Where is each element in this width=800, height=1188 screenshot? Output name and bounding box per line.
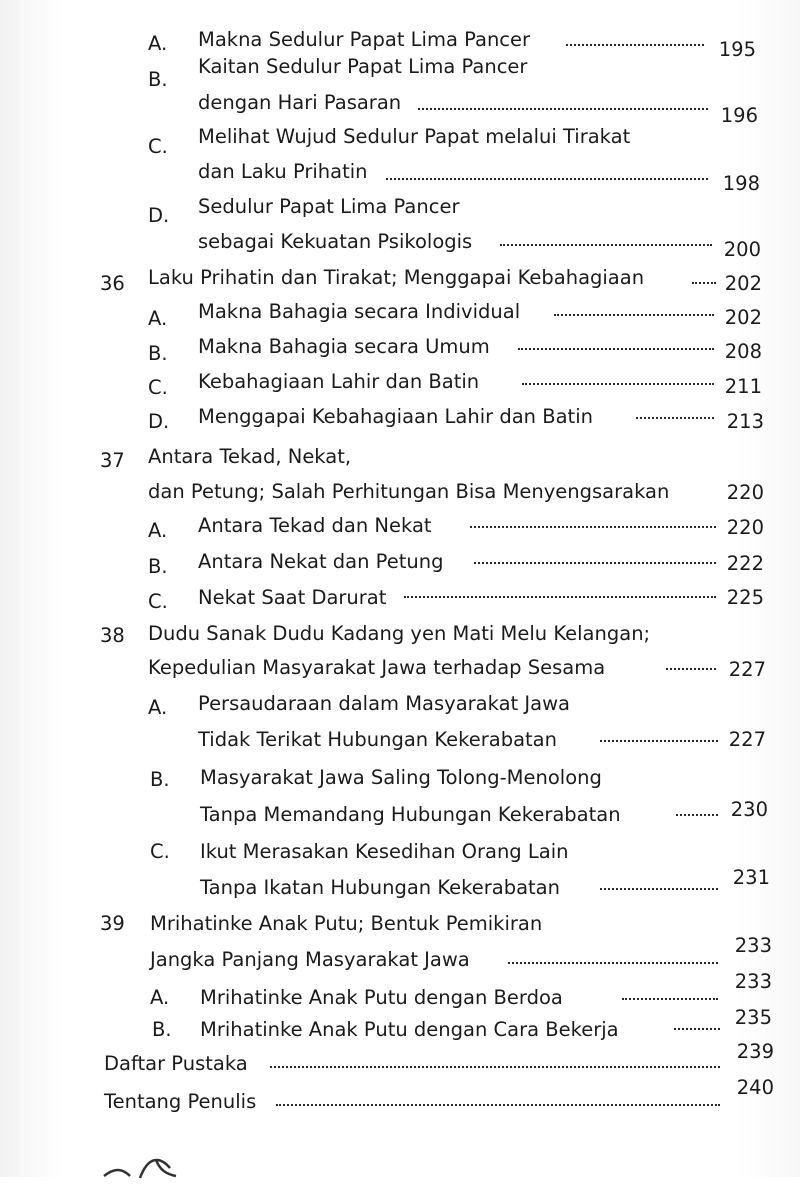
entry-title: Makna Bahagia secara Umum — [198, 335, 490, 358]
page-number: 211 — [724, 375, 762, 398]
page-number: 235 — [734, 1006, 772, 1029]
entry-title-continued: Tanpa Ikatan Hubungan Kekerabatan — [200, 876, 560, 899]
entry-title: Kaitan Sedulur Papat Lima Pancer — [198, 55, 528, 78]
chapter-number: 38 — [100, 624, 125, 647]
dot-leader — [418, 104, 708, 110]
chapter-title: Mrihatinke Anak Putu; Bentuk Pemikiran — [150, 912, 543, 935]
chapter-number: 39 — [100, 912, 125, 935]
page-number: 239 — [736, 1040, 774, 1063]
dot-leader — [518, 344, 714, 350]
entry-title: Ikut Merasakan Kesedihan Orang Lain — [200, 840, 569, 863]
page-number: 195 — [718, 38, 756, 61]
dot-leader — [386, 174, 708, 180]
dot-leader — [566, 40, 704, 46]
page-number: 225 — [726, 586, 764, 609]
section-title: Daftar Pustaka — [104, 1052, 248, 1075]
entry-label: A. — [148, 696, 168, 719]
page-number: 230 — [730, 798, 768, 821]
page-number: 233 — [734, 934, 772, 957]
page-number: 196 — [720, 104, 758, 127]
entry-title: Menggapai Kebahagiaan Lahir dan Batin — [198, 405, 593, 428]
ornament-icon — [100, 1150, 190, 1180]
dot-leader — [666, 664, 716, 670]
dot-leader — [554, 310, 714, 316]
entry-title: Makna Sedulur Papat Lima Pancer — [198, 28, 531, 51]
page-number: 198 — [722, 172, 760, 195]
entry-label: B. — [148, 68, 168, 91]
entry-label: C. — [148, 135, 168, 158]
entry-label: D. — [148, 204, 170, 227]
chapter-title-continued: Jangka Panjang Masyarakat Jawa — [150, 948, 470, 971]
entry-title-continued: Tidak Terikat Hubungan Kekerabatan — [198, 728, 557, 751]
page-number: 222 — [726, 552, 764, 575]
entry-title: Kebahagiaan Lahir dan Batin — [198, 370, 480, 393]
page-number: 200 — [723, 238, 761, 261]
dot-leader — [474, 558, 716, 564]
page-number: 213 — [726, 410, 764, 433]
section-title: Tentang Penulis — [104, 1090, 257, 1113]
entry-title: Melihat Wujud Sedulur Papat melalui Tirakat — [198, 125, 631, 148]
dot-leader — [276, 1100, 720, 1106]
entry-title: Sedulur Papat Lima Pancer — [198, 195, 460, 218]
page-number: 227 — [728, 728, 766, 751]
entry-label: C. — [150, 840, 170, 863]
chapter-title: Laku Prihatin dan Tirakat; Menggapai Kebahagiaan — [148, 266, 645, 289]
dot-leader — [674, 1024, 720, 1030]
entry-label: A. — [148, 307, 168, 330]
dot-leader — [636, 413, 714, 419]
dot-leader — [622, 994, 718, 1000]
page-number: 208 — [724, 340, 762, 363]
page-number: 202 — [724, 306, 762, 329]
dot-leader — [600, 884, 718, 890]
entry-title: Makna Bahagia secara Individual — [198, 300, 521, 323]
page-number: 231 — [732, 866, 770, 889]
page-number: 233 — [734, 970, 772, 993]
entry-title: Mrihatinke Anak Putu dengan Cara Bekerja — [200, 1018, 619, 1041]
entry-label: B. — [148, 342, 168, 365]
entry-label: A. — [148, 32, 168, 55]
entry-title: Antara Tekad dan Nekat — [198, 514, 432, 537]
chapter-title: Dudu Sanak Dudu Kadang yen Mati Melu Kelangan; — [148, 622, 651, 645]
entry-title: Masyarakat Jawa Saling Tolong-Menolong — [200, 766, 602, 789]
entry-title-continued: sebagai Kekuatan Psikologis — [198, 230, 473, 253]
entry-label: B. — [148, 555, 168, 578]
chapter-title-continued: dan Petung; Salah Perhitungan Bisa Menyengsarakan — [148, 480, 670, 503]
entry-title: Mrihatinke Anak Putu dengan Berdoa — [200, 986, 563, 1009]
entry-label: D. — [148, 410, 170, 433]
dot-leader — [508, 958, 718, 964]
chapter-number: 37 — [100, 449, 125, 472]
page-number: 240 — [736, 1076, 774, 1099]
dot-leader — [270, 1062, 720, 1068]
dot-leader — [522, 379, 714, 385]
entry-title: Antara Nekat dan Petung — [198, 550, 444, 573]
page-number: 220 — [726, 516, 764, 539]
page-number: 220 — [726, 481, 764, 504]
chapter-title-continued: Kepedulian Masyarakat Jawa terhadap Sesama — [148, 656, 606, 679]
entry-label: B. — [150, 768, 170, 791]
entry-label: A. — [148, 519, 168, 542]
dot-leader — [500, 240, 712, 246]
page-number: 202 — [724, 272, 762, 295]
page-number: 227 — [728, 658, 766, 681]
dot-leader — [404, 592, 716, 598]
entry-title-continued: Tanpa Memandang Hubungan Kekerabatan — [200, 803, 621, 826]
dot-leader — [470, 522, 716, 528]
entry-label: C. — [148, 590, 168, 613]
entry-label: B. — [152, 1018, 172, 1041]
entry-title: Nekat Saat Darurat — [198, 586, 387, 609]
entry-title-continued: dan Laku Prihatin — [198, 160, 368, 183]
entry-label: C. — [148, 376, 168, 399]
entry-label: A. — [150, 986, 170, 1009]
chapter-number: 36 — [100, 272, 125, 295]
folio-ornament — [100, 1150, 190, 1188]
chapter-title: Antara Tekad, Nekat, — [148, 445, 352, 468]
dot-leader — [676, 810, 718, 816]
entry-title-continued: dengan Hari Pasaran — [198, 91, 402, 114]
entry-title: Persaudaraan dalam Masyarakat Jawa — [198, 692, 570, 715]
dot-leader — [600, 736, 718, 742]
